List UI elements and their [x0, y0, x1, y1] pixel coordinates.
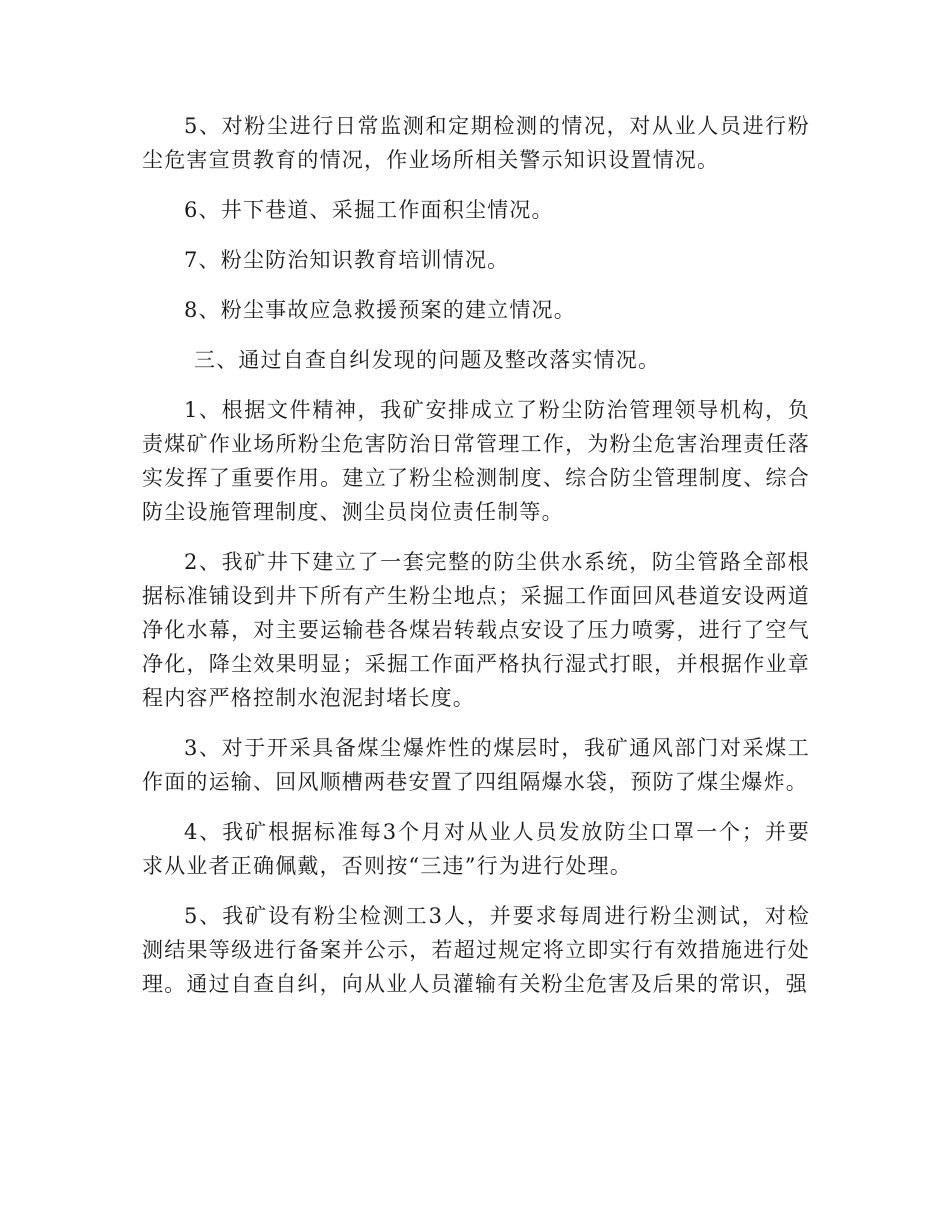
paragraph-finding-2: 2、我矿井下建立了一套完整的防尘供水系统，防尘管路全部根据标准铺设到井下所有产生粉尘地点；采掘工作面回风巷道安设两道净化水幕，对主要运输巷各煤岩转载点安设了压力喷雾，进行了空气净化，降尘效果明显；采掘工作面严格执行湿式打眼，并根据作业章程内容严格控制水泡泥封堵长度。 [142, 550, 810, 710]
paragraph-item-8-emergency-plan: 8、粉尘事故应急救援预案的建立情况。 [184, 298, 576, 322]
paragraph-item-5-monitoring: 5、对粉尘进行日常监测和定期检测的情况，对从业人员进行粉尘危害宣贯教育的情况，作业场所相关警示知识设置情况。 [142, 114, 810, 172]
paragraph-finding-3: 3、对于开采具备煤尘爆炸性的煤层时，我矿通风部门对采煤工作面的运输、回风顺槽两巷安置了四组隔爆水袋，预防了煤尘爆炸。 [142, 736, 810, 794]
paragraph-item-6-dust-accumulation: 6、井下巷道、采掘工作面积尘情况。 [184, 198, 554, 222]
paragraph-finding-5: 5、我矿设有粉尘检测工3人，并要求每周进行粉尘测试，对检测结果等级进行备案并公示，若超过规定将立即实行有效措施进行处理。通过自查自纠，向从业人员灌输有关粉尘危害及后果的常识，强 [142, 904, 810, 996]
paragraph-finding-1: 1、根据文件精神，我矿安排成立了粉尘防治管理领导机构，负责煤矿作业场所粉尘危害防治日常管理工作，为粉尘危害治理责任落实发挥了重要作用。建立了粉尘检测制度、综合防尘管理制度、综合防尘设施管理制度、测尘员岗位责任制等。 [142, 398, 810, 524]
paragraph-item-7-training: 7、粉尘防治知识教育培训情况。 [184, 248, 510, 272]
paragraph-finding-4: 4、我矿根据标准每3个月对从业人员发放防尘口罩一个；并要求从业者正确佩戴，否则按“三违”行为进行处理。 [142, 820, 810, 878]
section-heading-three: 三、通过自查自纠发现的问题及整改落实情况。 [194, 348, 661, 372]
document-body [142, 109, 810, 1001]
